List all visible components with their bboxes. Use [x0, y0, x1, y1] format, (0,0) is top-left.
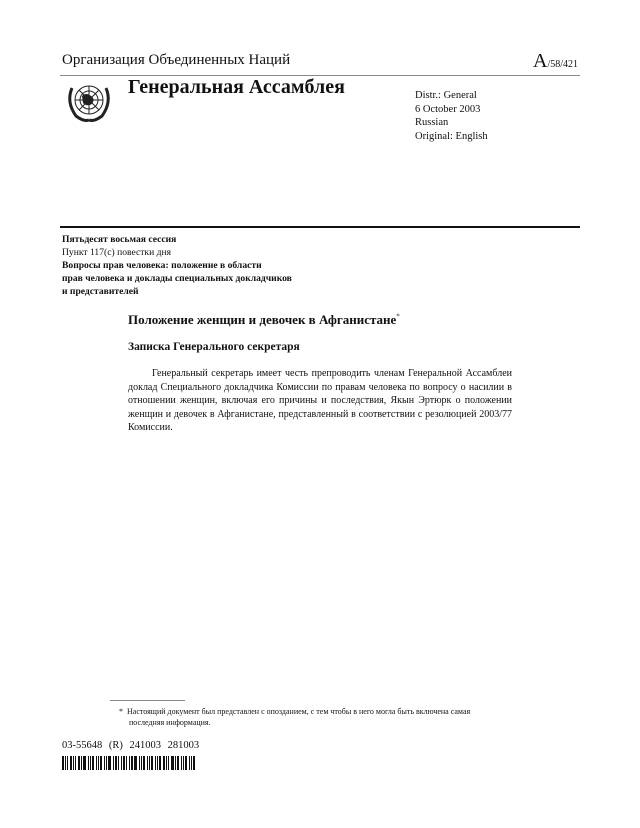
barcode-bar	[131, 756, 133, 770]
agenda-title-line: Вопросы прав человека: положение в области	[62, 260, 262, 271]
barcode-bar	[78, 756, 80, 770]
barcode-bar	[175, 756, 176, 770]
barcode-bar	[126, 756, 127, 770]
barcode-bar	[163, 756, 165, 770]
section-divider	[60, 226, 580, 228]
barcode-bar	[181, 756, 182, 770]
barcode-bar	[159, 756, 161, 770]
title-footnote-mark: *	[396, 312, 400, 321]
job-number: 03-55648 (R) 241003 281003	[62, 740, 200, 751]
barcode-bar	[151, 756, 153, 770]
document-title	[128, 312, 400, 328]
barcode-bar	[166, 756, 167, 770]
barcode-bar	[92, 756, 94, 770]
document-symbol	[533, 50, 578, 73]
barcode-bar	[189, 756, 190, 770]
barcode-bar	[168, 756, 169, 770]
document-date: 6 October 2003	[415, 103, 481, 115]
distribution-block	[415, 89, 488, 143]
title-text: Положение женщин и девочек в Афганистане	[128, 312, 397, 327]
document-subtitle: Записка Генерального секретаря	[128, 341, 300, 353]
barcode-bar	[115, 756, 117, 770]
barcode-bar	[108, 756, 111, 770]
barcode-bar	[96, 756, 97, 770]
agenda-title-line: и представителей	[62, 286, 139, 297]
barcode-bar	[191, 756, 192, 770]
barcode-bar	[157, 756, 158, 770]
barcode-bar	[67, 756, 68, 770]
barcode-bar	[155, 756, 156, 770]
footnote-text: Настоящий документ был представлен с опозданием, с тем чтобы в него могла быть включена самая последняя информация.	[127, 707, 471, 727]
agenda-title-line: прав человека и доклады специальных докладчиков	[62, 273, 292, 284]
barcode-bar	[149, 756, 150, 770]
barcode-bar	[185, 756, 187, 770]
barcode-bar	[123, 756, 125, 770]
barcode-bar	[118, 756, 119, 770]
agenda-item: Пункт 117(c) повестки дня	[62, 247, 172, 258]
barcode-bar	[171, 756, 174, 770]
barcode-bar	[70, 756, 72, 770]
footnote-mark: *	[119, 707, 123, 716]
barcode-bar	[75, 756, 76, 770]
barcode-bar	[106, 756, 107, 770]
footnote-divider	[110, 700, 185, 701]
original-language: Original: English	[415, 130, 488, 142]
barcode-bar	[193, 756, 195, 770]
barcode-bar	[73, 756, 74, 770]
symbol-number: /58/421	[547, 59, 578, 70]
barcode-bar	[121, 756, 122, 770]
barcode-bar	[62, 756, 64, 770]
barcode-bar	[141, 756, 142, 770]
barcode-bar	[134, 756, 137, 770]
barcode-bar	[143, 756, 145, 770]
barcode-bar	[100, 756, 102, 770]
barcode-bar	[88, 756, 89, 770]
footnote	[119, 706, 499, 728]
barcode-bar	[83, 756, 86, 770]
document-language: Russian	[415, 117, 449, 128]
barcode-bar	[65, 756, 66, 770]
barcode-bar	[183, 756, 184, 770]
barcode-bar	[113, 756, 114, 770]
body-paragraph: Генеральный секретарь имеет честь препроводить членам Генеральной Ассамблеи доклад Специального докладчика Комиссии по правам человека по вопросу о насилии в отношении женщин, включая его причины и последствия, Якын Эртюрк о положении женщин и девочек в Афганистане, представленный в соответствии с резолюцией 2003/77 Комиссии.	[128, 368, 512, 433]
barcode-bar	[177, 756, 179, 770]
symbol-letter: A	[532, 50, 548, 72]
organization-name: Организация Объединенных Наций	[62, 52, 291, 68]
barcode-bar	[129, 756, 130, 770]
barcode-bar	[81, 756, 82, 770]
distribution-type: Distr.: General	[415, 90, 477, 101]
barcode-bar	[98, 756, 99, 770]
session-block	[62, 233, 292, 298]
barcode-bar	[147, 756, 148, 770]
general-assembly-heading: Генеральная Ассамблея	[128, 76, 345, 98]
session-name: Пятьдесят восьмая сессия	[62, 234, 177, 245]
un-emblem-icon	[64, 80, 114, 124]
barcode-icon	[62, 756, 196, 770]
barcode-bar	[139, 756, 140, 770]
barcode-bar	[90, 756, 91, 770]
barcode-bar	[104, 756, 105, 770]
